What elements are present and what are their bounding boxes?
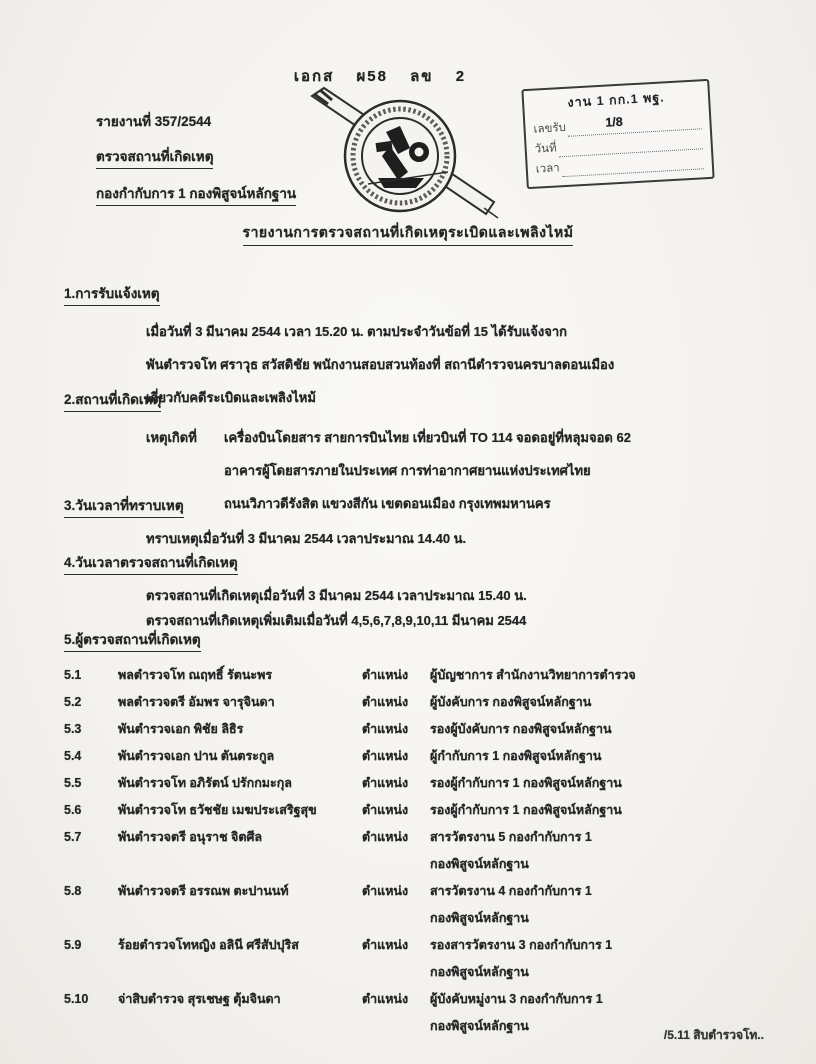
officer-name: พันตำรวจตรี อรรณพ ตะปานนท์ xyxy=(118,884,289,898)
investigator-list xyxy=(64,662,770,1040)
position-text xyxy=(430,770,770,797)
row-number: 5.10 xyxy=(64,992,89,1006)
row-number: 5.5 xyxy=(64,776,82,790)
section-2-heading xyxy=(64,388,770,412)
report-header-block xyxy=(96,110,296,219)
position-text xyxy=(430,662,770,689)
investigator-row xyxy=(64,797,770,824)
row-number: 5.1 xyxy=(64,668,82,682)
position-label: ตำแหน่ง xyxy=(362,749,409,763)
position-text xyxy=(430,824,770,878)
row-number: 5.3 xyxy=(64,722,82,736)
scene-label: เหตุเกิดที่ xyxy=(146,430,197,445)
stamp-label-received: เลขรับ xyxy=(533,121,567,136)
position-line: รองผู้กำกับการ 1 กองพิสูจน์หลักฐาน xyxy=(430,776,622,790)
officer-name: ร้อยตำรวจโทหญิง อลินี ศรีสัปปุริส xyxy=(118,938,299,952)
position-label: ตำแหน่ง xyxy=(362,992,409,1006)
receipt-stamp-box xyxy=(521,79,714,189)
position-line: สารวัตรงาน 4 กองกำกับการ 1 xyxy=(430,884,592,898)
officer-name: จ่าสิบตำรวจ สุรเชษฐ ตุ้มจินดา xyxy=(118,992,281,1006)
position-text xyxy=(430,716,770,743)
row-number: 5.2 xyxy=(64,695,82,709)
page-continuation-marker: /5.11 สิบตำรวจโท.. xyxy=(663,1028,764,1042)
investigator-row xyxy=(64,878,770,932)
stamp-dotted-line xyxy=(561,154,704,177)
stamp-title: งาน 1 กก.1 พฐ. xyxy=(567,90,666,110)
report-dept-line2-text: กองกำกับการ 1 กองพิสูจน์หลักฐาน xyxy=(96,182,296,206)
officer-name: พลตำรวจโท ณฤทธิ์ รัตนะพร xyxy=(118,668,273,682)
position-text xyxy=(430,932,770,986)
stamp-label-time: เวลา xyxy=(535,162,561,176)
section-2-heading-text: 2.สถานที่เกิดเหตุ xyxy=(64,388,161,412)
report-dept-line2 xyxy=(96,182,296,206)
position-label: ตำแหน่ง xyxy=(362,668,409,682)
section-3-heading-text: 3.วันเวลาที่ทราบเหตุ xyxy=(64,494,184,518)
body-line: พันตำรวจโท ศราวุธ สวัสดิชัย พนักงานสอบสวนท้องที่ สถานีตำรวจนครบาลดอนเมือง xyxy=(146,357,615,372)
officer-name: พันตำรวจโท อภิรัตน์ ปรักกมะกุล xyxy=(118,776,292,790)
document-code: เอกส ผ58 ลข 2 xyxy=(293,68,467,85)
position-line: สารวัตรงาน 5 กองกำกับการ 1 xyxy=(430,830,592,844)
section-3-heading xyxy=(64,494,770,518)
stamp-received-number-value: 1/8 xyxy=(604,114,624,130)
investigator-row xyxy=(64,743,770,770)
section-4-heading-text: 4.วันเวลาตรวจสถานที่เกิดเหตุ xyxy=(64,551,238,575)
row-number: 5.6 xyxy=(64,803,82,817)
report-dept-line1-text: ตรวจสถานที่เกิดเหตุ xyxy=(96,145,213,169)
stamp-label-date: วันที่ xyxy=(534,142,557,156)
position-label: ตำแหน่ง xyxy=(362,695,409,709)
position-line: ผู้กำกับการ 1 กองพิสูจน์หลักฐาน xyxy=(430,749,602,763)
position-text xyxy=(430,689,770,716)
investigator-row xyxy=(64,932,770,986)
officer-name: พันตำรวจโท ธวัชชัย เมฆประเสริฐสุข xyxy=(118,803,317,817)
page-title: รายงานการตรวจสถานที่เกิดเหตุระเบิดและเพลิงไหม้ xyxy=(243,222,574,246)
officer-name: พันตำรวจเอก ปาน ตันตระกูล xyxy=(118,749,275,763)
body-line: ตรวจสถานที่เกิดเหตุเมื่อวันที่ 3 มีนาคม 2544 เวลาประมาณ 15.40 น. xyxy=(146,588,527,603)
section-5-investigators xyxy=(64,628,770,1040)
position-line: ผู้บังคับการ กองพิสูจน์หลักฐาน xyxy=(430,695,592,709)
body-line: อาคารผู้โดยสารภายในประเทศ การท่าอากาศยานแห่งประเทศไทย xyxy=(224,463,591,478)
section-4-heading xyxy=(64,551,770,575)
section-5-heading-text: 5.ผู้ตรวจสถานที่เกิดเหตุ xyxy=(64,628,201,652)
investigator-row xyxy=(64,662,770,689)
report-number: รายงานที่ 357/2544 xyxy=(96,114,212,129)
section-1-heading xyxy=(64,282,770,306)
investigator-row xyxy=(64,689,770,716)
officer-name: พลตำรวจตรี อัมพร จารุจินดา xyxy=(118,695,275,709)
body-line: เกี่ยวกับคดีระเบิดและเพลิงไหม้ xyxy=(146,390,316,405)
body-line: ถนนวิภาวดีรังสิต แขวงสีกัน เขตดอนเมือง กรุงเทพมหานคร xyxy=(224,496,551,511)
position-text xyxy=(430,878,770,932)
position-line: ผู้บังคับหมู่งาน 3 กองกำกับการ 1 xyxy=(430,992,603,1006)
forensic-bureau-seal-icon xyxy=(298,80,508,230)
position-text xyxy=(430,743,770,770)
position-line: กองพิสูจน์หลักฐาน xyxy=(430,965,529,979)
position-label: ตำแหน่ง xyxy=(362,884,409,898)
officer-name: พันตำรวจตรี อนุราช จิตศีล xyxy=(118,830,263,844)
body-line: เครื่องบินโดยสาร สายการบินไทย เที่ยวบินที่ TO 114 จอดอยู่ที่หลุมจอด 62 xyxy=(224,430,631,445)
section-5-heading xyxy=(64,628,770,652)
position-label: ตำแหน่ง xyxy=(362,830,409,844)
section-1-heading-text: 1.การรับแจ้งเหตุ xyxy=(64,282,160,306)
section-4-body xyxy=(146,583,770,633)
page-title-wrap xyxy=(0,222,816,246)
section-3-body xyxy=(146,526,770,552)
row-number: 5.9 xyxy=(64,938,82,952)
section-4-inspection-time xyxy=(64,551,770,633)
position-line: รองผู้บังคับการ กองพิสูจน์หลักฐาน xyxy=(430,722,612,736)
position-label: ตำแหน่ง xyxy=(362,938,409,952)
row-number: 5.8 xyxy=(64,884,82,898)
position-line: รองสารวัตรงาน 3 กองกำกับการ 1 xyxy=(430,938,613,952)
body-line: ตรวจสถานที่เกิดเหตุเพิ่มเติมเมื่อวันที่ 4,5,6,7,8,9,10,11 มีนาคม 2544 xyxy=(146,613,527,628)
body-line: ทราบเหตุเมื่อวันที่ 3 มีนาคม 2544 เวลาประมาณ 14.40 น. xyxy=(146,531,467,546)
investigator-row xyxy=(64,824,770,878)
officer-name: พันตำรวจเอก พิชัย ลิธิร xyxy=(118,722,244,736)
position-label: ตำแหน่ง xyxy=(362,803,409,817)
body-line: เมื่อวันที่ 3 มีนาคม 2544 เวลา 15.20 น. ตามประจำวันข้อที่ 15 ได้รับแจ้งจาก xyxy=(146,324,567,339)
position-line: กองพิสูจน์หลักฐาน xyxy=(430,911,529,925)
row-number: 5.7 xyxy=(64,830,82,844)
row-number: 5.4 xyxy=(64,749,82,763)
position-line: ผู้บัญชาการ สำนักงานวิทยาการตำรวจ xyxy=(430,668,636,682)
position-label: ตำแหน่ง xyxy=(362,776,409,790)
investigator-row xyxy=(64,770,770,797)
position-text xyxy=(430,797,770,824)
position-line: รองผู้กำกับการ 1 กองพิสูจน์หลักฐาน xyxy=(430,803,622,817)
position-line: กองพิสูจน์หลักฐาน xyxy=(430,1019,529,1033)
investigator-row xyxy=(64,716,770,743)
section-3-time-known xyxy=(64,494,770,552)
report-dept-line1 xyxy=(96,145,296,169)
position-label: ตำแหน่ง xyxy=(362,722,409,736)
position-line: กองพิสูจน์หลักฐาน xyxy=(430,857,529,871)
